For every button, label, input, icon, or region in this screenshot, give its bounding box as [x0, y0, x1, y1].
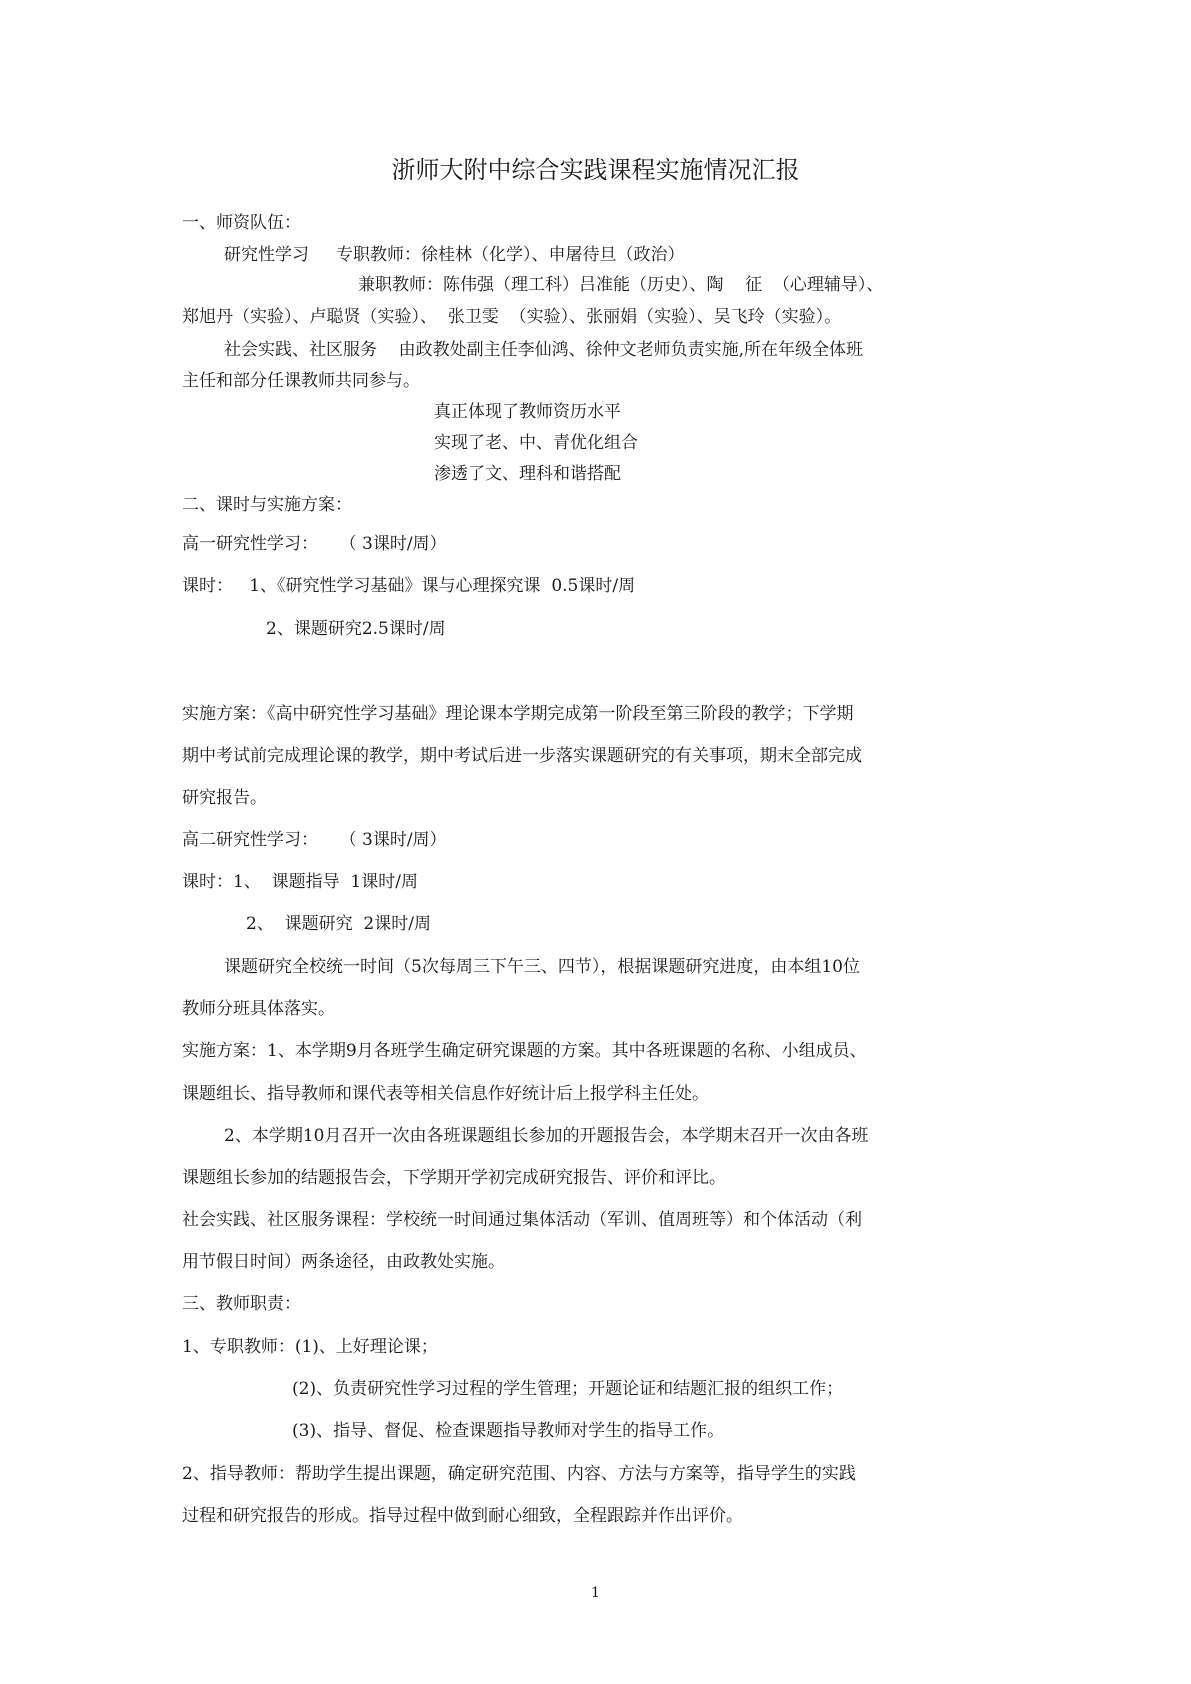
paragraph-line: 1、专职教师：(1)、上好理论课； [182, 1337, 438, 1357]
paragraph-line: 社会实践、社区服务 由政教处副主任李仙鸿、徐仲文老师负责实施,所在年级全体班 [224, 340, 864, 360]
highlight-line: 实现了老、中、青优化组合 [434, 433, 638, 453]
paragraph-line: 课题组长参加的结题报告会，下学期开学初完成研究报告、评价和评比。 [182, 1168, 726, 1188]
section-heading: 一、师资队伍： [182, 213, 301, 233]
paragraph-line: 课时： 1、《研究性学习基础》课与心理探究课 0.5课时/周 [182, 576, 636, 596]
paragraph-line: 2、 课题研究 2课时/周 [246, 914, 431, 934]
paragraph-line: 研究报告。 [182, 788, 267, 808]
page-number: 1 [591, 1585, 600, 1601]
paragraph-line: 2、本学期10月召开一次由各班课题组长参加的开题报告会，本学期末召开一次由各班 [224, 1126, 869, 1146]
highlight-line: 渗透了文、理科和谐搭配 [434, 464, 621, 484]
document-title: 浙师大附中综合实践课程实施情况汇报 [391, 156, 800, 184]
paragraph-line: 社会实践、社区服务课程：学校统一时间通过集体活动（军训、值周班等）和个体活动（利 [182, 1210, 862, 1230]
highlight-line: 真正体现了教师资历水平 [434, 402, 621, 422]
paragraph-line: 课题研究全校统一时间（5次每周三下午三、四节），根据课题研究进度，由本组10位 [224, 957, 860, 977]
paragraph-line: 研究性学习 专职教师：徐桂林（化学）、申屠待旦（政治） [224, 245, 685, 265]
paragraph-line: 实施方案：《高中研究性学习基础》理论课本学期完成第一阶段至第三阶段的教学；下学期 [182, 704, 854, 724]
paragraph-line: 过程和研究报告的形成。指导过程中做到耐心细致，全程跟踪并作出评价。 [182, 1506, 743, 1526]
paragraph-line: 主任和部分任课教师共同参与。 [182, 371, 420, 391]
section-heading: 三、教师职责： [182, 1294, 301, 1314]
paragraph-line: 郑旭丹（实验）、卢聪贤（实验）、 张卫雯 （实验）、张丽娟（实验）、吴飞玲（实验）。 [182, 307, 842, 327]
paragraph-line: 教师分班具体落实。 [182, 999, 335, 1019]
paragraph-line: 兼职教师：陈伟强（理工科）吕准能（历史）、陶 征 （心理辅导）、 [358, 275, 884, 295]
paragraph-line: 2、课题研究2.5课时/周 [266, 619, 446, 639]
paragraph-line: 课时：1、 课题指导 1课时/周 [182, 872, 418, 892]
paragraph-line: 2、指导教师：帮助学生提出课题，确定研究范围、内容、方法与方案等，指导学生的实践 [182, 1464, 856, 1484]
paragraph-line: 高一研究性学习： （ 3课时/周） [182, 534, 447, 554]
paragraph-line: 实施方案：1、本学期9月各班学生确定研究课题的方案。其中各班课题的名称、小组成员、 [182, 1041, 867, 1061]
section-heading: 二、课时与实施方案： [182, 495, 352, 515]
paragraph-line: (3)、指导、督促、检查课题指导教师对学生的指导工作。 [292, 1421, 725, 1441]
paragraph-line: 期中考试前完成理论课的教学，期中考试后进一步落实课题研究的有关事项，期末全部完成 [182, 746, 862, 766]
paragraph-line: (2)、负责研究性学习过程的学生管理；开题论证和结题汇报的组织工作； [292, 1379, 844, 1399]
paragraph-line: 用节假日时间）两条途径，由政教处实施。 [182, 1252, 505, 1272]
paragraph-line: 课题组长、指导教师和课代表等相关信息作好统计后上报学科主任处。 [182, 1084, 709, 1104]
paragraph-line: 高二研究性学习： （ 3课时/周） [182, 830, 447, 850]
